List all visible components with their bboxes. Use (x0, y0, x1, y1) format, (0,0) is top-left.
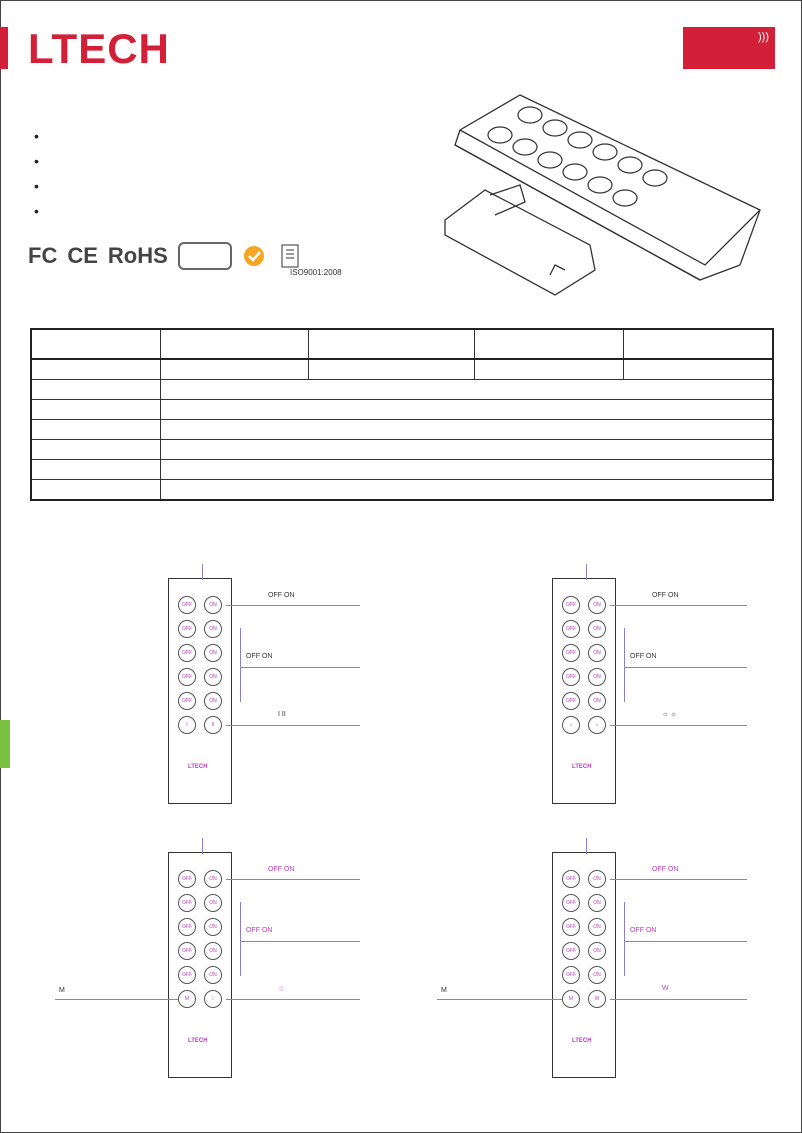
callout-line (226, 879, 360, 880)
callout-top: OFF ON (652, 866, 679, 873)
brand-logo: LTECH (28, 25, 170, 72)
button-left[interactable]: OFF (562, 942, 580, 960)
button-left[interactable]: OFF (178, 668, 196, 686)
callout-line (624, 941, 747, 942)
callout-line-left (55, 999, 178, 1000)
remote-brand: LTECH (572, 1038, 592, 1044)
callout-left: M (59, 987, 65, 994)
button-right[interactable]: ON (204, 692, 222, 710)
feature-item: • (34, 203, 39, 219)
callout-line (226, 725, 360, 726)
callout-left: M (441, 987, 447, 994)
button-left[interactable]: M (178, 990, 196, 1008)
callout-line-left (437, 999, 562, 1000)
callout-mid: OFF ON (246, 653, 273, 660)
button-right[interactable]: ON (588, 918, 606, 936)
button-left[interactable]: M (562, 990, 580, 1008)
button-right[interactable]: ON (588, 668, 606, 686)
callout-bottom: I II (278, 711, 286, 718)
button-right[interactable]: ON (588, 870, 606, 888)
certificate-icon (280, 244, 300, 268)
callout-bracket (624, 902, 625, 976)
button-right[interactable]: ON (588, 692, 606, 710)
button-right[interactable]: ON (204, 942, 222, 960)
button-right[interactable]: ON (204, 644, 222, 662)
callout-bottom: ☼ ☼ (662, 711, 677, 718)
table-row (31, 380, 773, 400)
callout-line (226, 999, 360, 1000)
feature-list (34, 124, 39, 224)
callout-line (610, 879, 747, 880)
button-left[interactable]: OFF (562, 596, 580, 614)
button-left[interactable]: OFF (178, 918, 196, 936)
table-row (31, 440, 773, 460)
remote-brand: LTECH (188, 1038, 208, 1044)
callout-line (610, 725, 747, 726)
feature-item: • (34, 128, 39, 144)
callout-line (240, 667, 360, 668)
cert-placeholder (178, 242, 232, 270)
button-right[interactable]: ON (204, 620, 222, 638)
button-right[interactable]: ON (588, 620, 606, 638)
callout-line (240, 941, 360, 942)
remote-brand: LTECH (188, 764, 208, 770)
button-left[interactable]: OFF (562, 894, 580, 912)
remote-body (552, 852, 616, 1078)
antenna-line (202, 564, 203, 580)
certification-row (28, 242, 300, 270)
table-row (31, 420, 773, 440)
fcc-mark: FC (28, 243, 58, 268)
button-right[interactable]: II (204, 716, 222, 734)
remote-body (168, 852, 232, 1078)
table-row (31, 480, 773, 501)
callout-line (624, 667, 747, 668)
button-left[interactable]: OFF (562, 620, 580, 638)
button-left[interactable]: OFF (562, 918, 580, 936)
callout-line (610, 605, 747, 606)
antenna-line (202, 838, 203, 854)
callout-line (610, 999, 747, 1000)
button-left[interactable]: OFF (178, 620, 196, 638)
table-row (31, 400, 773, 420)
button-left[interactable]: OFF (178, 894, 196, 912)
button-left[interactable]: OFF (562, 668, 580, 686)
feature-item: • (34, 153, 39, 169)
remote-body (552, 578, 616, 804)
callout-top: OFF ON (268, 592, 295, 599)
button-right[interactable]: ON (204, 918, 222, 936)
button-right[interactable]: ON (204, 668, 222, 686)
table-header-row (31, 329, 773, 359)
rohs-mark: RoHS (107, 243, 168, 268)
callout-bracket (240, 628, 241, 702)
button-right[interactable]: ON (204, 596, 222, 614)
iso-label: ISO9001:2008 (290, 268, 342, 277)
button-right[interactable]: W (588, 990, 606, 1008)
antenna-line (586, 838, 587, 854)
button-right[interactable]: ON (204, 966, 222, 984)
button-left[interactable]: OFF (178, 942, 196, 960)
callout-top: OFF ON (268, 866, 295, 873)
button-right[interactable]: ON (588, 966, 606, 984)
button-right[interactable]: ON (204, 894, 222, 912)
button-right[interactable]: ON (588, 894, 606, 912)
table-row (31, 359, 773, 380)
button-left[interactable]: I (178, 716, 196, 734)
callout-bracket (240, 902, 241, 976)
callout-bracket (624, 628, 625, 702)
button-left[interactable]: OFF (178, 596, 196, 614)
remote-body (168, 578, 232, 804)
product-illustration (440, 90, 770, 300)
button-left[interactable]: OFF (562, 692, 580, 710)
button-right[interactable]: ON (204, 870, 222, 888)
wifi-icon: ))) (758, 31, 769, 43)
button-left[interactable]: OFF (562, 870, 580, 888)
button-left[interactable]: OFF (562, 966, 580, 984)
button-right[interactable]: ON (588, 596, 606, 614)
button-right[interactable]: ON (588, 942, 606, 960)
button-left[interactable]: OFF (178, 870, 196, 888)
callout-mid: OFF ON (630, 927, 657, 934)
spec-table (30, 328, 774, 501)
button-left[interactable]: OFF (562, 644, 580, 662)
callout-mid: OFF ON (246, 927, 273, 934)
button-right[interactable]: ON (588, 644, 606, 662)
callout-line (226, 605, 360, 606)
callout-top: OFF ON (652, 592, 679, 599)
button-left[interactable]: OFF (178, 644, 196, 662)
button-right[interactable]: ☆ (204, 990, 222, 1008)
antenna-line (586, 564, 587, 580)
table-row (31, 460, 773, 480)
callout-bottom: ☆ (278, 986, 285, 993)
callout-mid: OFF ON (630, 653, 657, 660)
button-left[interactable]: OFF (178, 966, 196, 984)
button-right[interactable]: ☼ (588, 716, 606, 734)
callout-bottom: W (662, 985, 669, 992)
section-accent-bar (0, 720, 10, 768)
feature-item: • (34, 178, 39, 194)
button-left[interactable]: OFF (178, 692, 196, 710)
quality-seal-icon (242, 244, 270, 268)
header-badge (683, 27, 775, 69)
remote-brand: LTECH (572, 764, 592, 770)
button-left[interactable]: ☼ (562, 716, 580, 734)
ce-mark: CE (67, 243, 98, 268)
header-accent-bar (0, 27, 8, 69)
